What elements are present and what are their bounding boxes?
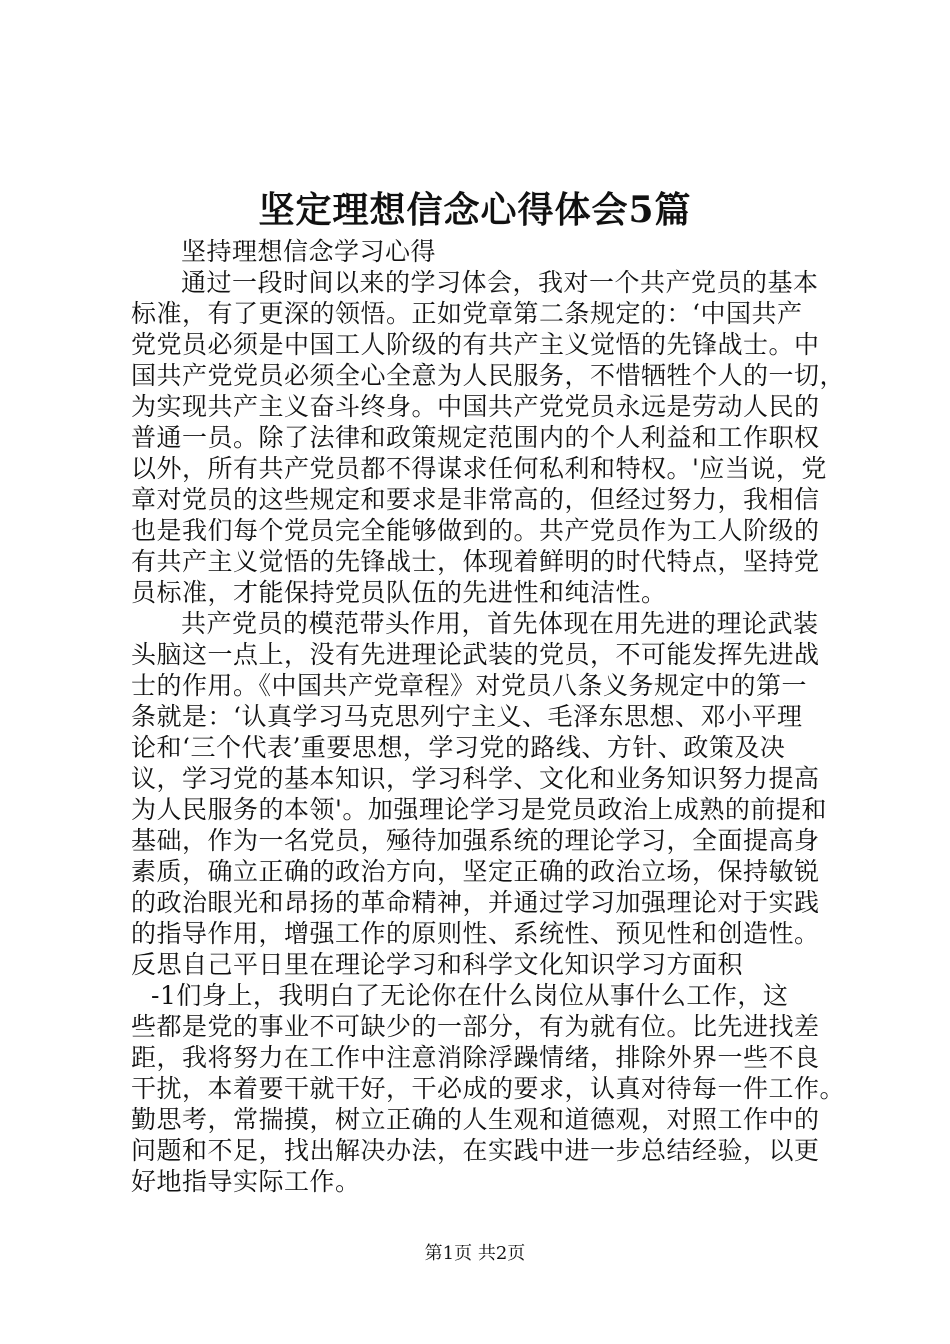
- paragraph-line: 议，学习党的基本知识，学习科学、文化和业务知识努力提高: [131, 764, 820, 793]
- paragraph-line: 士的作用。《中国共产党章程》对党员八条义务规定中的第一: [131, 671, 808, 700]
- paragraph-line: 也是我们每个党员完全能够做到的。共产党员作为工人阶级的: [131, 516, 820, 545]
- paragraph-line: 标准，有了更深的领悟。正如党章第二条规定的：‘中国共产: [131, 299, 803, 328]
- document-title: 坚定理想信念心得体会5篇: [258, 189, 692, 231]
- paragraph-line: 头脑这一点上，没有先进理论武装的党员，不可能发挥先进战: [131, 640, 820, 669]
- paragraph-line: 为人民服务的本领'。加强理论学习是党员政治上成熟的前提和: [131, 795, 827, 824]
- paragraph-line: 干扰，本着要干就干好，干必成的要求，认真对待每一件工作。: [131, 1074, 846, 1103]
- paragraph-line: 有共产主义觉悟的先锋战士，体现着鲜明的时代特点，坚持党: [131, 547, 820, 576]
- paragraph-line: 条就是：‘认真学习马克思列宁主义、毛泽东思想、邓小平理: [131, 702, 803, 731]
- paragraph-line: 基础，作为一名党员，殛待加强系统的理论学习，全面提高身: [131, 826, 820, 855]
- paragraph-line: -1们身上，我明白了无论你在什么岗位从事什么工作，这: [151, 981, 789, 1010]
- paragraph-line: 勤思考，常揣摸，树立正确的人生观和道德观，对照工作中的: [131, 1105, 820, 1134]
- paragraph-line: 些都是党的事业不可缺少的一部分，有为就有位。比先进找差: [131, 1012, 820, 1041]
- paragraph-line: 问题和不足，找出解决办法，在实践中进一步总结经验，以更: [131, 1136, 820, 1165]
- section-heading: 坚持理想信念学习心得: [181, 237, 437, 266]
- paragraph-line: 章对党员的这些规定和要求是非常高的，但经过努力，我相信: [131, 485, 820, 514]
- paragraph-line: 反思自己平日里在理论学习和科学文化知识学习方面积: [131, 950, 744, 979]
- paragraph-line: 距，我将努力在工作中注意消除浮躁情绪，排除外界一些不良: [131, 1043, 820, 1072]
- paragraph-line: 通过一段时间以来的学习体会，我对一个共产党员的基本: [181, 268, 819, 297]
- paragraph-line: 的政治眼光和昂扬的革命精神，并通过学习加强理论对于实践: [131, 888, 820, 917]
- paragraph-line: 素质，确立正确的政治方向，坚定正确的政治立场，保持敏锐: [131, 857, 820, 886]
- paragraph-line: 以外，所有共产党员都不得谋求任何私利和特权。'应当说，党: [131, 454, 827, 483]
- paragraph-line: 党党员必须是中国工人阶级的有共产主义觉悟的先锋战士。中: [131, 330, 820, 359]
- paragraph-line: 论和‘三个代表’重要思想，学习党的路线、方针、政策及决: [131, 733, 786, 762]
- paragraph-line: 共产党员的模范带头作用，首先体现在用先进的理论武装: [181, 609, 819, 638]
- document-body: [131, 236, 846, 1197]
- paragraph-line: 员标准，才能保持党员队伍的先进性和纯洁性。: [131, 578, 667, 607]
- paragraph-line: 国共产党党员必须全心全意为人民服务，不惜牺牲个人的一切，: [131, 361, 846, 390]
- paragraph-line: 普通一员。除了法律和政策规定范围内的个人利益和工作职权: [131, 423, 820, 452]
- page-footer: 第1页 共2页: [424, 1243, 526, 1264]
- paragraph-line: 好地指导实际工作。: [131, 1167, 361, 1196]
- paragraph-line: 的指导作用，增强工作的原则性、系统性、预见性和创造性。: [131, 919, 820, 948]
- paragraph-line: 为实现共产主义奋斗终身。中国共产党党员永远是劳动人民的: [131, 392, 820, 421]
